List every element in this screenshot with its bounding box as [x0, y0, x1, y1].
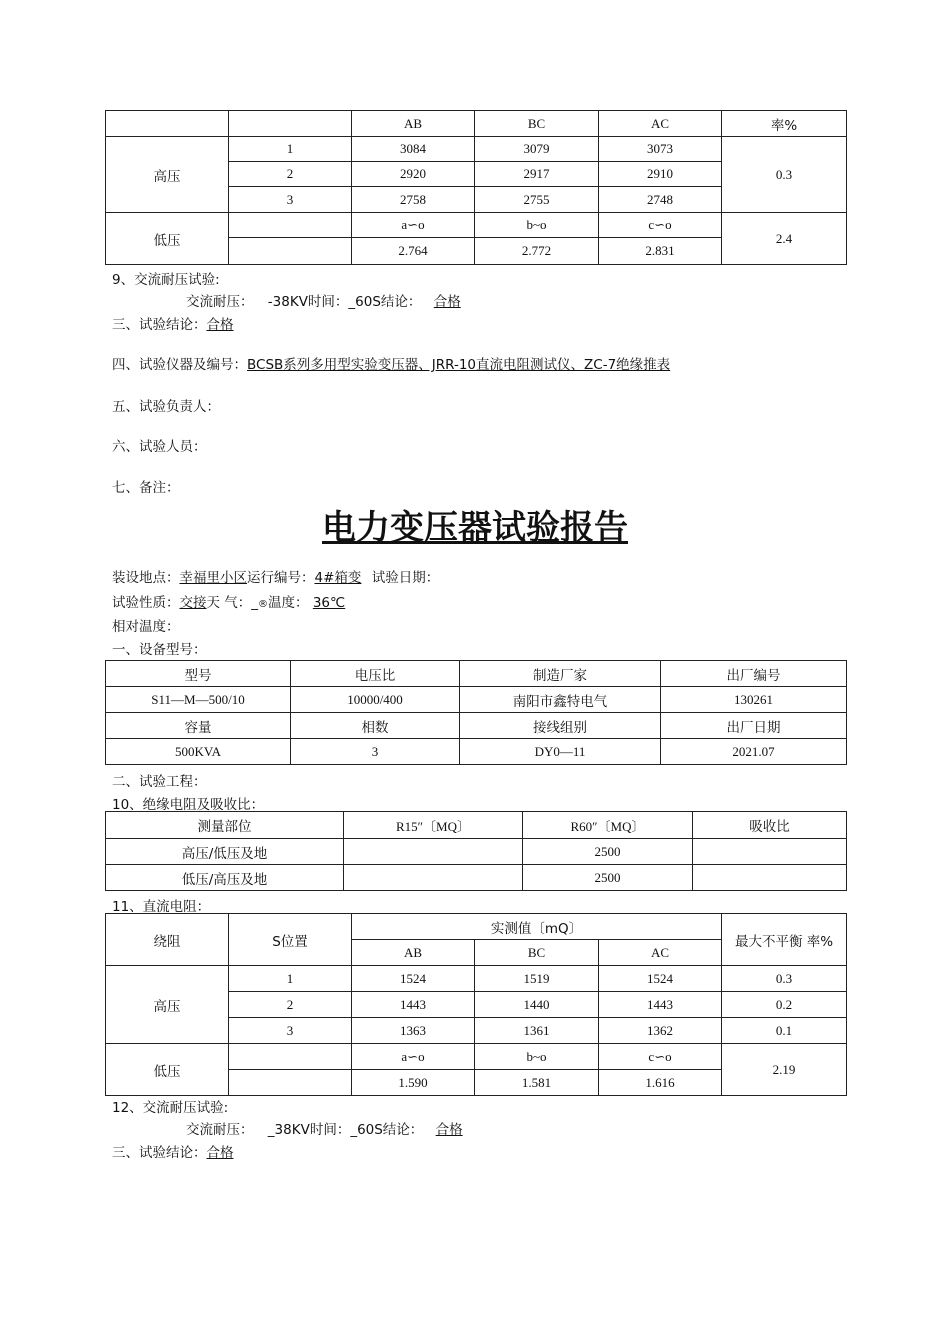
ac-withstand-line — [186, 290, 461, 310]
header-ac: AC — [599, 111, 722, 137]
rate-cell: 0.1 — [722, 1018, 847, 1044]
remarks-line: 七、备注： — [112, 480, 180, 496]
value-cell: 1.590 — [352, 1070, 475, 1096]
ratio-cell — [693, 865, 847, 891]
head-model: 型号 — [106, 661, 291, 687]
header-bc: BC — [475, 111, 599, 137]
personnel-line: 六、试验人员： — [112, 439, 207, 455]
conclusion-label: 三、试验结论： — [112, 1145, 207, 1161]
capacity-value: 500KVA — [106, 739, 291, 765]
part-cell: 低压/高压及地 — [106, 865, 344, 891]
value-cell: 2.831 — [599, 238, 722, 265]
empty-cell — [229, 213, 352, 238]
r15-cell — [344, 839, 523, 865]
ac-withstand-line-2 — [186, 1118, 463, 1138]
rate-cell: 0.3 — [722, 966, 847, 992]
section-11-title: 11、直流电阻： — [112, 899, 211, 915]
temperature-value: 36℃ — [312, 595, 346, 611]
value-cell: 2917 — [475, 162, 599, 187]
ac-withstand-label: 交流耐压： — [186, 294, 254, 310]
lv-head: a∽o — [352, 1044, 475, 1070]
pos-cell: 2 — [229, 992, 352, 1018]
lv-rate: 2.19 — [722, 1044, 847, 1096]
value-cell: 1524 — [599, 966, 722, 992]
head-capacity: 容量 — [106, 713, 291, 739]
nature-value: 交接 — [179, 595, 207, 611]
dc-resistance-table — [105, 913, 847, 1096]
r15-cell — [344, 865, 523, 891]
ac-withstand-params: -38KV时间：_60S结论： — [267, 294, 422, 310]
hv-rate: 0.3 — [722, 137, 847, 213]
head-winding: 绕阻 — [106, 914, 229, 966]
head-r15: R15″〔MQ〕 — [344, 812, 523, 839]
head-manufacturer: 制造厂家 — [460, 661, 661, 687]
head-max-unbalance: 最大不平衡 率% — [722, 914, 847, 966]
header-cell — [106, 111, 229, 137]
insulation-table — [105, 811, 847, 891]
lv-label: 低压 — [106, 1044, 229, 1096]
conclusion-value: 合格 — [206, 317, 234, 333]
manufacturer-value: 南阳市鑫特电气 — [460, 687, 661, 713]
value-cell: 1363 — [352, 1018, 475, 1044]
value-cell: 1524 — [352, 966, 475, 992]
ac-withstand-params: _38KV时间：_60S结论： — [267, 1122, 424, 1138]
pos-cell: 2 — [229, 162, 352, 187]
lv-head: b~o — [475, 1044, 599, 1070]
lv-head: b~o — [475, 213, 599, 238]
rate-cell: 0.2 — [722, 992, 847, 1018]
section-10-title: 10、绝缘电阻及吸收比： — [112, 797, 265, 813]
lv-label: 低压 — [106, 213, 229, 265]
temperature-label: 温度： — [268, 595, 309, 611]
section-12-title: 12、交流耐压试验: — [112, 1100, 229, 1116]
value-cell: 1362 — [599, 1018, 722, 1044]
value-cell: 1440 — [475, 992, 599, 1018]
pos-cell: 1 — [229, 137, 352, 162]
value-cell: 2920 — [352, 162, 475, 187]
voltage-ratio-value: 10000/400 — [291, 687, 460, 713]
humidity-line: 相对温度： — [112, 619, 180, 635]
date-value: 2021.07 — [661, 739, 847, 765]
value-cell: 2.772 — [475, 238, 599, 265]
head-phases: 相数 — [291, 713, 460, 739]
ac-withstand-result: 合格 — [435, 1122, 463, 1138]
value-cell: 1519 — [475, 966, 599, 992]
instruments-line — [112, 353, 670, 373]
head-serial: 出厂编号 — [661, 661, 847, 687]
head-ac: AC — [599, 940, 722, 966]
serial-value: 130261 — [661, 687, 847, 713]
value-cell: 3084 — [352, 137, 475, 162]
value-cell: 2755 — [475, 187, 599, 213]
empty-cell — [229, 238, 352, 265]
value-cell: 1443 — [599, 992, 722, 1018]
section-2-title: 二、试验工程： — [112, 774, 207, 790]
r60-cell: 2500 — [523, 865, 693, 891]
instruments-value: BCSB系列多用型实验变压器、JRR-10直流电阻测试仪、ZC-7绝缘推表 — [247, 357, 671, 373]
hv-label: 高压 — [106, 137, 229, 213]
value-cell: 1443 — [352, 992, 475, 1018]
value-cell: 2758 — [352, 187, 475, 213]
head-ab: AB — [352, 940, 475, 966]
lv-head: a∽o — [352, 213, 475, 238]
conclusion-value: 合格 — [206, 1145, 234, 1161]
header-rate: 率% — [722, 111, 847, 137]
empty-cell — [229, 1070, 352, 1096]
value-cell: 2748 — [599, 187, 722, 213]
hv-label: 高压 — [106, 966, 229, 1044]
pos-cell: 3 — [229, 187, 352, 213]
model-value: S11—M—500/10 — [106, 687, 291, 713]
value-cell: 3073 — [599, 137, 722, 162]
empty-cell — [229, 1044, 352, 1070]
dc-resistance-table-prev — [105, 110, 847, 265]
weather-mark: ® — [258, 599, 269, 610]
head-absorption: 吸收比 — [693, 812, 847, 839]
value-cell: 1361 — [475, 1018, 599, 1044]
conclusion-label: 三、试验结论： — [112, 317, 207, 333]
r60-cell: 2500 — [523, 839, 693, 865]
head-voltage-ratio: 电压比 — [291, 661, 460, 687]
location-line — [112, 566, 439, 586]
connection-value: DY0—11 — [460, 739, 661, 765]
ac-withstand-result: 合格 — [433, 294, 461, 310]
part-cell: 高压/低压及地 — [106, 839, 344, 865]
location-label: 装设地点： — [112, 570, 180, 586]
equipment-table — [105, 660, 847, 765]
head-date: 出厂日期 — [661, 713, 847, 739]
header-ab: AB — [352, 111, 475, 137]
nature-line — [112, 591, 345, 611]
test-date-label: 试验日期： — [371, 570, 440, 586]
head-connection: 接线组别 — [460, 713, 661, 739]
value-cell: 3079 — [475, 137, 599, 162]
value-cell: 1.616 — [599, 1070, 722, 1096]
conclusion-line-2 — [112, 1141, 234, 1161]
header-cell — [229, 111, 352, 137]
nature-label: 试验性质： — [112, 595, 180, 611]
instruments-label: 四、试验仪器及编号： — [112, 357, 247, 373]
value-cell: 2910 — [599, 162, 722, 187]
report-title: 电力变压器试验报告 — [322, 508, 628, 548]
pos-cell: 3 — [229, 1018, 352, 1044]
phases-value: 3 — [291, 739, 460, 765]
ac-withstand-label: 交流耐压： — [186, 1122, 254, 1138]
value-cell: 2.764 — [352, 238, 475, 265]
section-9-title: 9、交流耐压试验: — [112, 272, 220, 288]
ratio-cell — [693, 839, 847, 865]
run-number-value: 4#箱变 — [314, 570, 362, 586]
head-part: 测量部位 — [106, 812, 344, 839]
section-1-title: 一、设备型号： — [112, 642, 207, 658]
responsible-line: 五、试验负责人： — [112, 399, 220, 415]
pos-cell: 1 — [229, 966, 352, 992]
head-r60: R60″〔MQ〕 — [523, 812, 693, 839]
head-measured: 实测值〔mQ〕 — [352, 914, 722, 940]
lv-head: c∽o — [599, 1044, 722, 1070]
lv-head: c∽o — [599, 213, 722, 238]
conclusion-line — [112, 313, 234, 333]
value-cell: 1.581 — [475, 1070, 599, 1096]
head-s-position: S位置 — [229, 914, 352, 966]
lv-rate: 2.4 — [722, 213, 847, 265]
weather-label: 天 气：_ — [206, 595, 259, 611]
head-bc: BC — [475, 940, 599, 966]
location-value: 幸福里小区 — [179, 570, 247, 586]
run-number-label: 运行编号： — [247, 570, 315, 586]
